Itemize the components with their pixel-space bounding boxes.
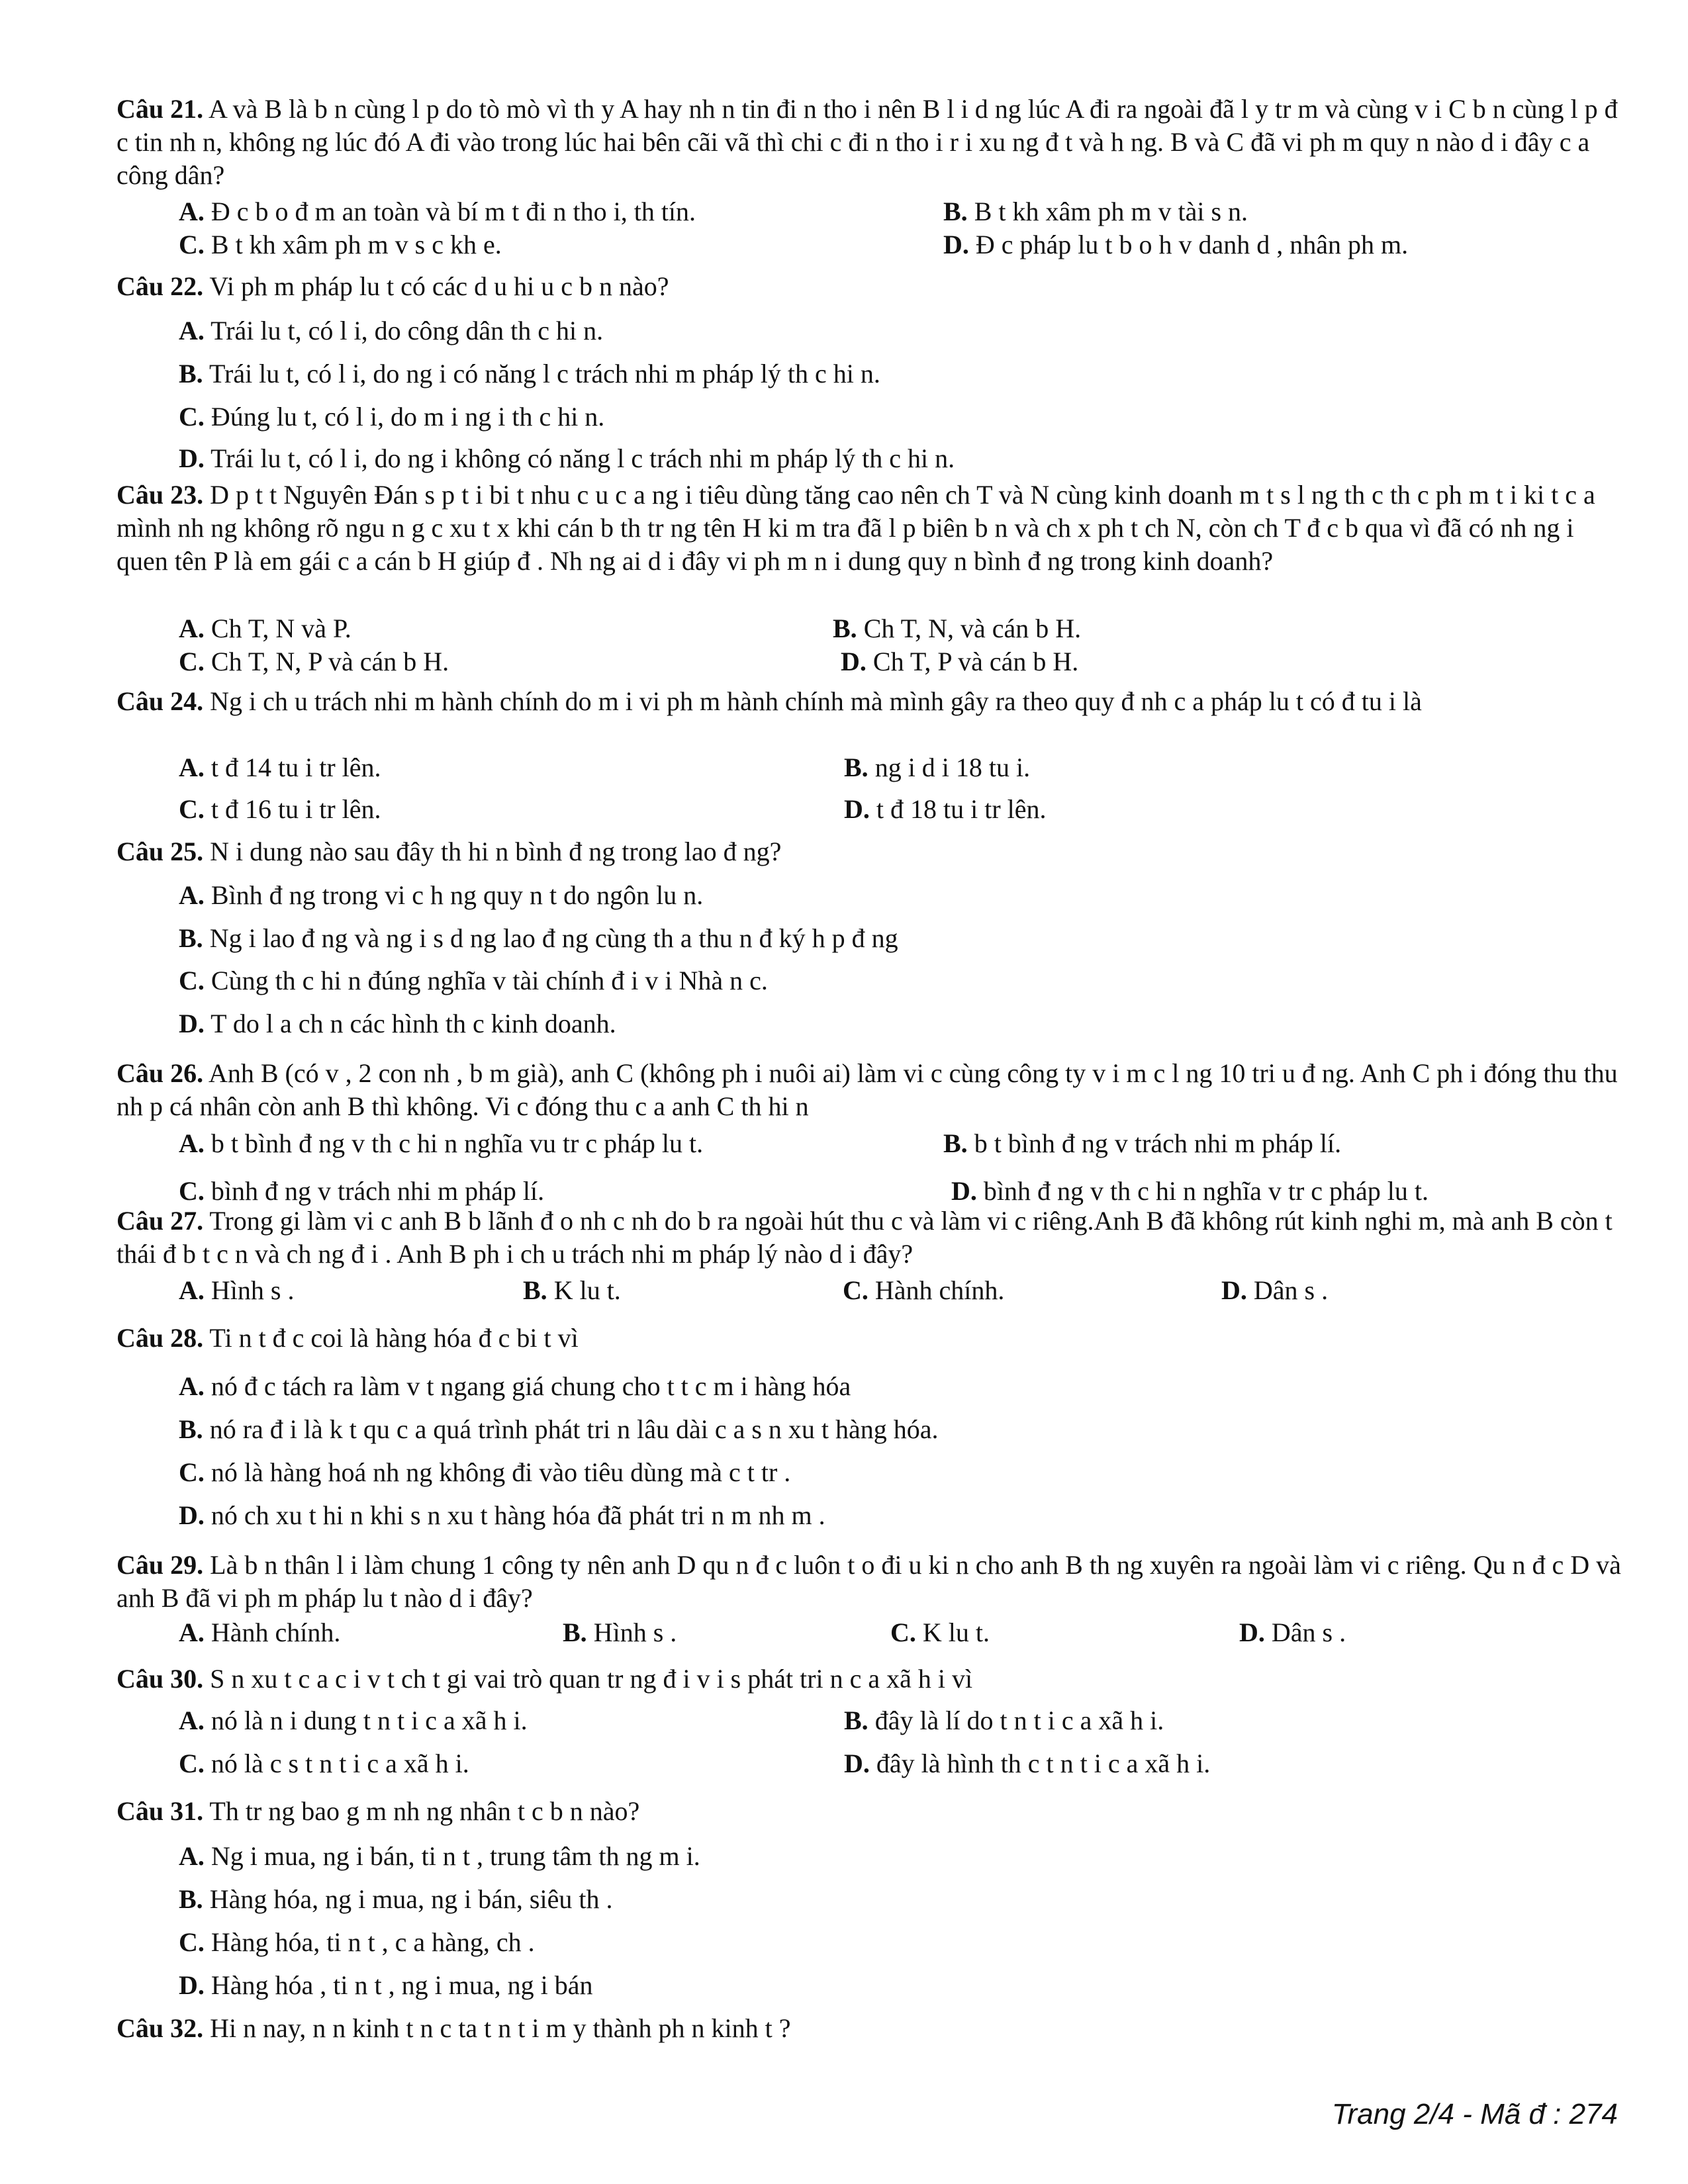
question-number: Câu 31. — [117, 1796, 204, 1826]
option-c[interactable]: C. Ch T, N, P và cán b H. — [179, 647, 449, 676]
option-a[interactable]: A. Ng i mua, ng i bán, ti n t , trung tâm th ng m i. — [179, 1841, 700, 1871]
option-d[interactable]: D. Ch T, P và cán b H. — [841, 647, 1079, 676]
option-b[interactable]: B. ng i d i 18 tu i. — [844, 752, 1031, 782]
question-number: Câu 22. — [117, 271, 204, 301]
option-b[interactable]: B. K lu t. — [523, 1275, 621, 1305]
option-c[interactable]: C. Cùng th c hi n đúng nghĩa v tài chính đ i v i Nhà n c. — [179, 966, 768, 995]
question-number: Câu 27. — [117, 1206, 204, 1236]
option-a[interactable]: A. Ch T, N và P. — [179, 614, 352, 643]
question-22 — [117, 270, 1626, 303]
option-c[interactable]: C. t đ 16 tu i tr lên. — [179, 794, 381, 824]
option-c[interactable]: C. Hành chính. — [843, 1275, 1005, 1305]
option-d[interactable]: D. bình đ ng v th c hi n nghĩa v tr c pháp lu t. — [951, 1176, 1429, 1206]
option-a[interactable]: A. Trái lu t, có l i, do công dân th c hi n. — [179, 316, 604, 345]
question-25 — [117, 835, 1626, 868]
option-a[interactable]: A. Hình s . — [179, 1275, 295, 1305]
question-number: Câu 24. — [117, 686, 204, 716]
question-28 — [117, 1322, 1626, 1355]
option-b[interactable]: B. Hình s . — [563, 1617, 677, 1647]
option-b[interactable]: B. Hàng hóa, ng i mua, ng i bán, siêu th . — [179, 1884, 613, 1914]
option-a[interactable]: A. nó đ c tách ra làm v t ngang giá chung cho t t c m i hàng hóa — [179, 1371, 851, 1401]
option-a[interactable]: A. Hành chính. — [179, 1617, 341, 1647]
option-c[interactable]: C. nó là c s t n t i c a xã h i. — [179, 1749, 469, 1778]
question-23 — [117, 478, 1626, 578]
question-text: Th tr ng bao g m nh ng nhân t c b n nào? — [209, 1796, 640, 1826]
question-text: Ng i ch u trách nhi m hành chính do m i vi ph m hành chính mà mình gây ra theo quy đ nh c a pháp lu t có đ tu i là — [210, 686, 1422, 716]
option-d[interactable]: D. T do l a ch n các hình th c kinh doanh. — [179, 1009, 616, 1038]
question-text: Là b n thân l i làm chung 1 công ty nên anh D qu n đ c luôn t o đi u ki n cho anh B th ng xuyên ra ngoài làm vi c riêng. Qu n đ c D và anh B đã vi ph m pháp lu t nào d i đây? — [117, 1550, 1621, 1613]
question-24 — [117, 685, 1626, 718]
option-c[interactable]: C. bình đ ng v trách nhi m pháp lí. — [179, 1176, 545, 1206]
question-number: Câu 28. — [117, 1323, 204, 1353]
option-a[interactable]: A. nó là n i dung t n t i c a xã h i. — [179, 1706, 528, 1735]
option-b[interactable]: B. Ch T, N, và cán b H. — [833, 614, 1082, 643]
question-29 — [117, 1549, 1626, 1615]
option-c[interactable]: C. K lu t. — [890, 1617, 990, 1647]
question-32 — [117, 2012, 1626, 2045]
option-d[interactable]: D. Trái lu t, có l i, do ng i không có năng l c trách nhi m pháp lý th c hi n. — [179, 443, 955, 473]
question-text: Trong gi làm vi c anh B b lãnh đ o nh c nh do b ra ngoài hút thu c và làm vi c riêng.Anh B đã không rút kinh nghi m, mà anh B còn t thái đ b t c n và ch ng đ i . Anh B ph i ch u trách nhi m pháp lý nào d i đây? — [117, 1206, 1613, 1269]
question-number: Câu 32. — [117, 2013, 204, 2043]
question-26 — [117, 1057, 1626, 1123]
question-text: Anh B (có v , 2 con nh , b m già), anh C (không ph i nuôi ai) làm vi c cùng công ty v i m c l ng 10 tri u đ ng. Anh C ph i đóng thu thu nh p cá nhân còn anh B thì không. Vi c đóng thu c a anh C th hi n — [117, 1058, 1618, 1121]
question-number: Câu 26. — [117, 1058, 204, 1088]
option-a[interactable]: A. Bình đ ng trong vi c h ng quy n t do ngôn lu n. — [179, 880, 704, 910]
question-text: S n xu t c a c i v t ch t gi vai trò quan tr ng đ i v i s phát tri n c a xã h i vì — [210, 1664, 973, 1694]
question-number: Câu 21. — [117, 94, 204, 124]
question-21 — [117, 93, 1626, 192]
option-b[interactable]: B. nó ra đ i là k t qu c a quá trình phát tri n lâu dài c a s n xu t hàng hóa. — [179, 1414, 939, 1444]
option-d[interactable]: D. t đ 18 tu i tr lên. — [844, 794, 1047, 824]
question-text: D p t t Nguyên Đán s p t i bi t nhu c u c a ng i tiêu dùng tăng cao nên ch T và N cùng kinh doanh m t s l ng th c th c ph m t i ki t c a mình nh ng không rõ ngu n g c xu t x khi cán b th tr ng tên H ki m tra đã l p biên b n và ch x ph t ch N, còn ch T đ c b qua vì đã có nh ng i quen tên P là em gái c a cán b H giúp đ . Nh ng ai d i đây vi ph m n i dung quy n bình đ ng trong kinh doanh? — [117, 480, 1595, 576]
option-b[interactable]: B. đây là lí do t n t i c a xã h i. — [844, 1706, 1164, 1735]
question-text: Vi ph m pháp lu t có các d u hi u c b n nào? — [209, 271, 669, 301]
option-d[interactable]: D. Hàng hóa , ti n t , ng i mua, ng i bán — [179, 1970, 593, 2000]
option-c[interactable]: C. nó là hàng hoá nh ng không đi vào tiêu dùng mà c t tr . — [179, 1457, 791, 1487]
option-d[interactable]: D. Dân s . — [1221, 1275, 1329, 1305]
question-number: Câu 30. — [117, 1664, 204, 1694]
option-a[interactable]: A. b t bình đ ng v th c hi n nghĩa vu tr c pháp lu t. — [179, 1128, 704, 1158]
option-d[interactable]: D. nó ch xu t hi n khi s n xu t hàng hóa đã phát tri n m nh m . — [179, 1500, 825, 1530]
question-30 — [117, 1662, 1626, 1696]
option-b[interactable]: B. b t bình đ ng v trách nhi m pháp lí. — [943, 1128, 1342, 1158]
option-c[interactable]: C. Đúng lu t, có l i, do m i ng i th c hi n. — [179, 402, 605, 432]
page-footer: Trang 2/4 - Mã đ : 274 — [1331, 2098, 1618, 2130]
question-text: Ti n t đ c coi là hàng hóa đ c bi t vì — [209, 1323, 579, 1353]
question-31 — [117, 1795, 1626, 1828]
option-c[interactable]: C. B t kh xâm ph m v s c kh e. — [179, 230, 502, 259]
question-number: Câu 23. — [117, 480, 204, 510]
question-number: Câu 25. — [117, 837, 204, 866]
question-text: Hi n nay, n n kinh t n c ta t n t i m y thành ph n kinh t ? — [210, 2013, 791, 2043]
option-d[interactable]: D. đây là hình th c t n t i c a xã h i. — [844, 1749, 1211, 1778]
question-27 — [117, 1205, 1626, 1271]
option-a[interactable]: A. t đ 14 tu i tr lên. — [179, 752, 381, 782]
question-text: N i dung nào sau đây th hi n bình đ ng trong lao đ ng? — [210, 837, 782, 866]
question-number: Câu 29. — [117, 1550, 204, 1580]
option-a[interactable]: A. Đ c b o đ m an toàn và bí m t đi n tho i, th tín. — [179, 197, 696, 226]
option-d[interactable]: D. Dân s . — [1239, 1617, 1346, 1647]
option-c[interactable]: C. Hàng hóa, ti n t , c a hàng, ch . — [179, 1927, 535, 1957]
option-b[interactable]: B. Ng i lao đ ng và ng i s d ng lao đ ng cùng th a thu n đ ký h p đ ng — [179, 923, 898, 953]
question-text: A và B là b n cùng l p do tò mò vì th y A hay nh n tin đi n tho i nên B l i d ng lúc A đi ra ngoài đã l y tr m và cùng v i C b n cùng l p đ c tin nh n, không ng lúc đó A đi vào trong lúc hai bên cãi vã thì chi c đi n tho i r i xu ng đ t và h ng. B và C đã vi ph m quy n nào d i đây c a công dân? — [117, 94, 1618, 190]
option-b[interactable]: B. B t kh xâm ph m v tài s n. — [943, 197, 1248, 226]
option-b[interactable]: B. Trái lu t, có l i, do ng i có năng l c trách nhi m pháp lý th c hi n. — [179, 359, 880, 388]
option-d[interactable]: D. Đ c pháp lu t b o h v danh d , nhân ph m. — [943, 230, 1409, 259]
